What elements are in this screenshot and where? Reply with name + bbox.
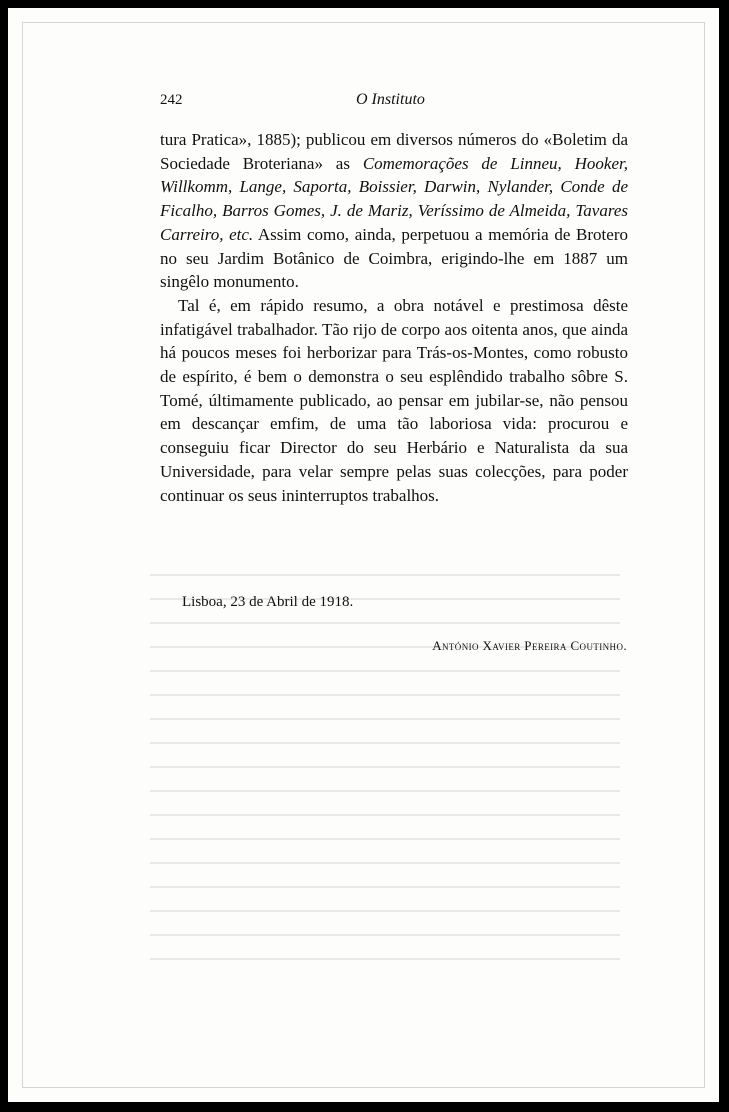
body-text <box>160 128 628 507</box>
page-number: 242 <box>160 92 183 108</box>
paragraph-1-italic-list: Comemorações de Linneu, Hooker, Willkomm, Lange, Saporta, Boissier, Darwin, Nylander, Conde de Ficalho, Barros Gomes, J. de Mariz, Veríssimo de Almeida, Tavares Carreiro, etc. <box>160 153 628 244</box>
paragraph-summary: Tal é, em rápido resumo, a obra notável e prestimosa dêste infatigável trabalhador. Tão rijo de corpo aos oitenta anos, que ainda há poucos meses foi herborizar para Trás-os-Montes, como robusto de espírito, é bem o demonstra o seu esplêndido trabalho sôbre S. Tomé, últimamente publicado, ao pensar em jubilar-se, não pensou em descançar emfim, de uma tão laboriosa vida: procurou e conseguiu ficar Director do seu Herbário e Naturalista da sua Universidade, para velar sempre pelas suas colecções, para poder continuar os seus ininterruptos trabalhos. <box>160 295 628 505</box>
author-signature: António Xavier Pereira Coutinho. <box>432 638 627 653</box>
dateline: Lisboa, 23 de Abril de 1918. <box>182 594 354 610</box>
paragraph-1-text-a: tura Pratica», 1885); publicou em diversos números do «Boletim da Sociedade Broteriana» as <box>160 130 628 173</box>
page-header <box>160 92 630 114</box>
paragraph-continuation <box>160 128 628 294</box>
paragraph-1-text-b: Assim como, ainda, perpetuou a memória de Brotero no seu Jardim Botânico de Coimbra, erigindo-lhe em 1887 um singêlo monumento. <box>160 224 628 292</box>
running-title: O Instituto <box>356 91 425 108</box>
